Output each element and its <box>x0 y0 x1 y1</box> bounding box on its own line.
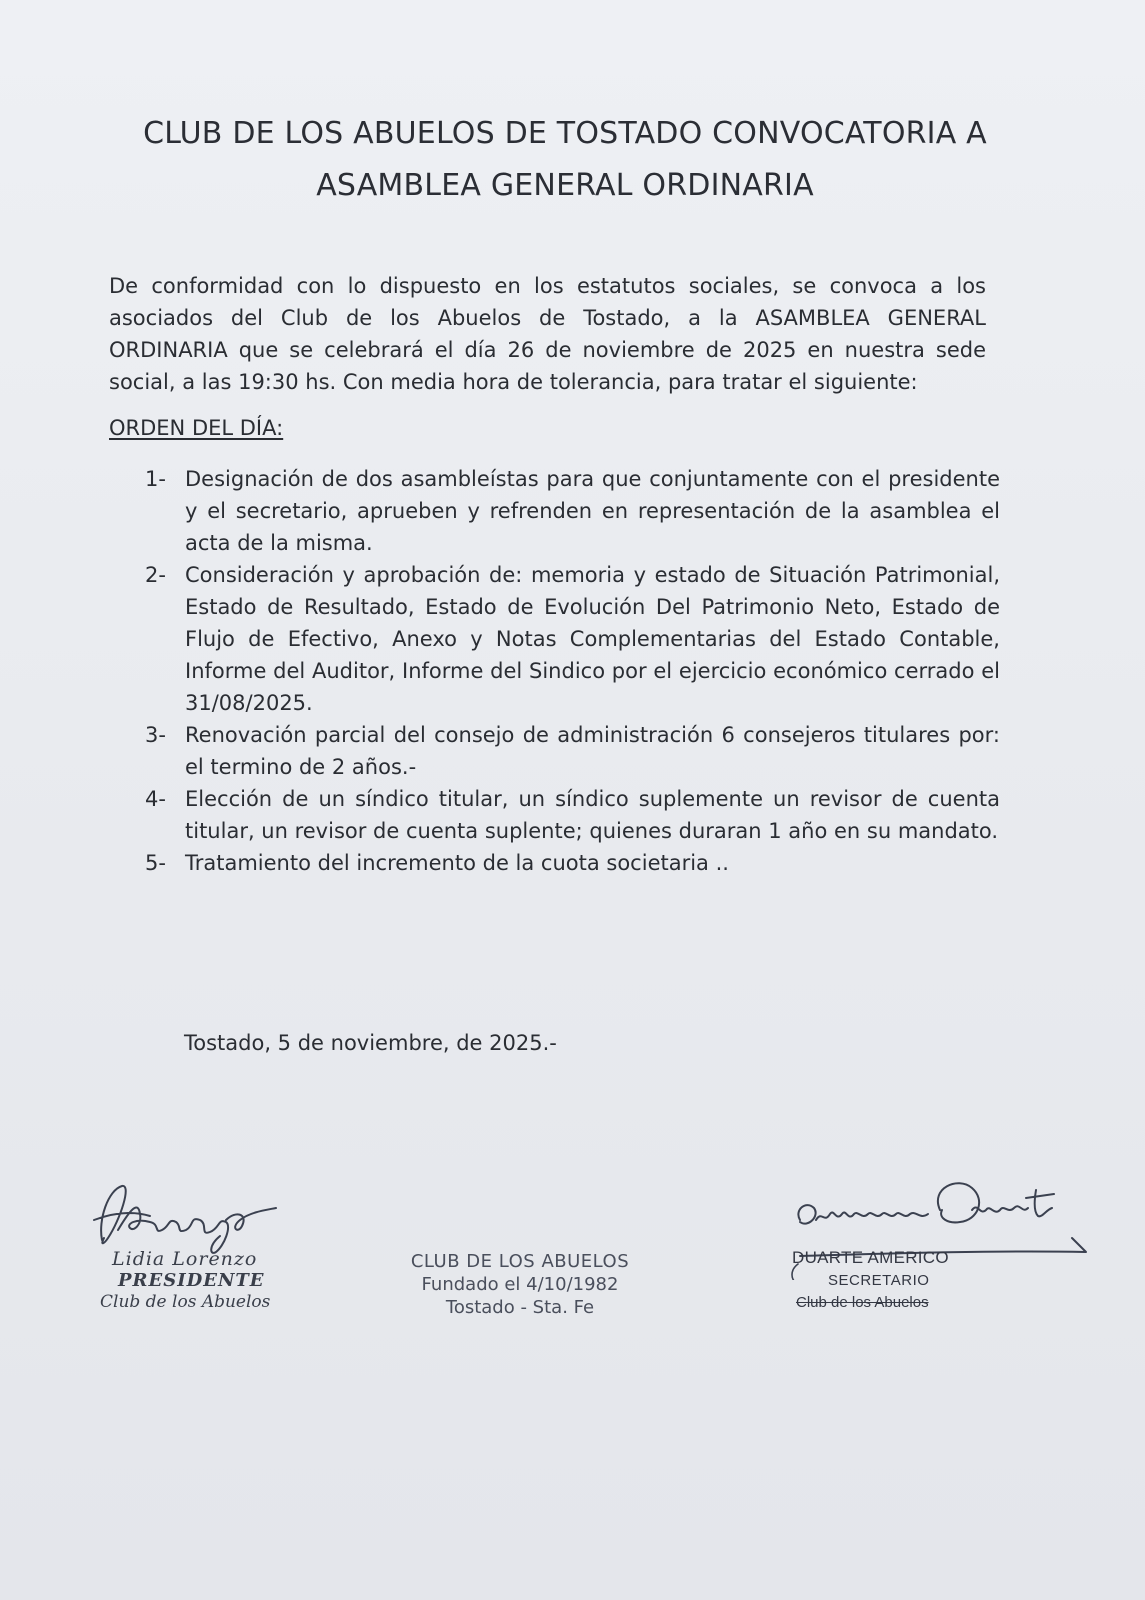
intro-paragraph: De conformidad con lo dispuesto en los estatutos sociales, se convoca a los asociados del Club de los Abuelos de Tostado, a la ASAMBLEA GENERAL ORDINARIA que se celebrará el día 26 de noviembre de 2025 en nuestra sede social, a las 19:30 hs. Con media hora de tolerancia, para tratar el siguiente: <box>109 274 986 394</box>
president-signature-block <box>90 1180 300 1340</box>
agenda-item-number: 2- <box>145 563 166 587</box>
secretary-name: DUARTE AMERICO <box>792 1248 949 1267</box>
agenda-item-text: Renovación parcial del consejo de administración 6 consejeros titulares por: el termino de 2 años.- <box>185 723 1000 779</box>
president-role: PRESIDENTE <box>118 1270 265 1291</box>
agenda-item-number: 5- <box>145 851 166 875</box>
president-org: Club de los Abuelos <box>100 1292 271 1312</box>
agenda-item-number: 3- <box>145 723 166 747</box>
agenda-item-text: Tratamiento del incremento de la cuota societaria .. <box>185 851 729 875</box>
agenda-item-number: 1- <box>145 467 166 491</box>
agenda-item-text: Consideración y aprobación de: memoria y estado de Situación Patrimonial, Estado de Resultado, Estado de Evolución Del Patrimonio Neto, Estado de Flujo de Efectivo, Anexo y Notas Complementarias del Estado Contable, Informe del Auditor, Informe del Sindico por el ejercicio económico cerrado el 31/08/2025. <box>185 563 1000 715</box>
title-line-2: ASAMBLEA GENERAL ORDINARIA <box>316 168 814 203</box>
agenda-heading: ORDEN DEL DÍA: <box>109 416 284 440</box>
agenda-item <box>145 719 1000 783</box>
secretary-role: SECRETARIO <box>828 1272 930 1289</box>
agenda-item <box>145 463 1000 559</box>
agenda-item-text: Elección de un síndico titular, un síndico suplemente un revisor de cuenta titular, un revisor de cuenta suplente; quienes duraran 1 año en su mandato. <box>185 787 1000 843</box>
agenda-item <box>145 559 1000 719</box>
stamp-line-2: Fundado el 4/10/1982 <box>421 1274 619 1295</box>
secretary-org: Club de los Abuelos <box>796 1294 929 1311</box>
title-line-1: CLUB DE LOS ABUELOS DE TOSTADO CONVOCATORIA A <box>143 116 987 151</box>
agenda-item-text: Designación de dos asambleístas para que conjuntamente con el presidente y el secretario, aprueben y refrenden en representación de la asamblea el acta de la misma. <box>185 467 1000 555</box>
place-and-date: Tostado, 5 de noviembre, de 2025.- <box>184 1031 557 1055</box>
stamp-line-1: CLUB DE LOS ABUELOS <box>410 1251 630 1272</box>
agenda-item <box>145 847 1000 879</box>
document-title <box>60 108 1070 212</box>
agenda-item <box>145 783 1000 847</box>
agenda-item-number: 4- <box>145 787 166 811</box>
club-stamp <box>395 1250 645 1319</box>
agenda-list <box>145 463 1000 879</box>
president-name: Lidia Lorenzo <box>112 1248 258 1270</box>
secretary-signature-block <box>790 1180 1100 1340</box>
stamp-line-3: Tostado - Sta. Fe <box>445 1297 595 1318</box>
